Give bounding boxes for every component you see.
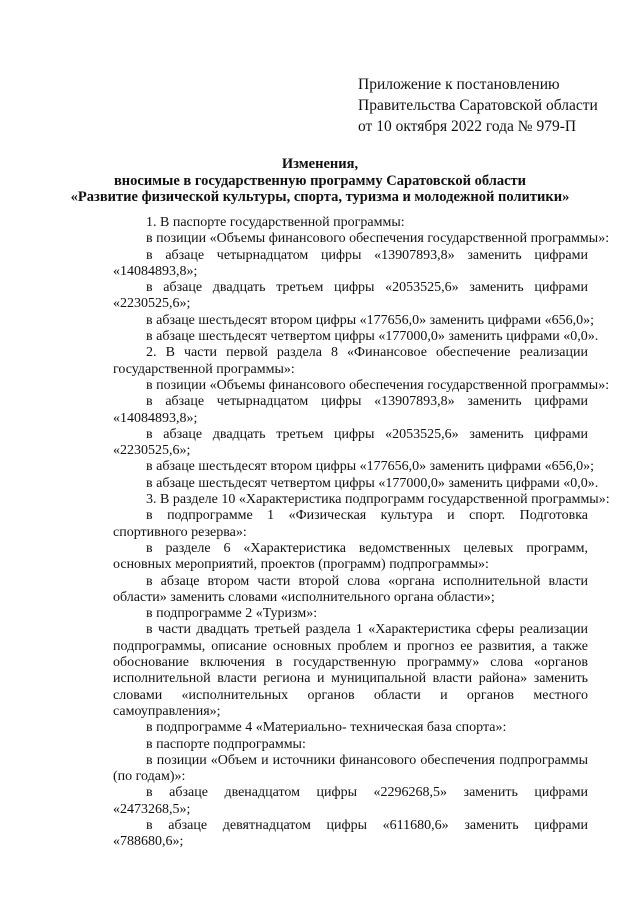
paragraph: в абзаце четырнадцатом цифры «13907893,8» заменить цифрами «14084893,8»; [113, 394, 588, 426]
title-line-3: «Развитие физической культуры, спорта, туризма и молодежной политики» [70, 189, 570, 205]
appendix-line-3: от 10 октября 2022 года № 979-П [358, 118, 577, 135]
paragraph: 3. В разделе 10 «Характеристика подпрограмм государственной программы»: [146, 492, 610, 508]
paragraph: в абзаце шестьдесят втором цифры «177656,0» заменить цифрами «656,0»; [146, 312, 594, 328]
paragraph: в позиции «Объемы финансового обеспечения государственной программы»: [146, 231, 610, 247]
paragraph: в абзаце шестьдесят четвертом цифры «177000,0» заменить цифрами «0,0». [146, 329, 599, 345]
paragraph: в подпрограмме 2 «Туризм»: [146, 606, 318, 622]
paragraph: в позиции «Объемы финансового обеспечения государственной программы»: [146, 377, 610, 393]
paragraph: в абзаце втором части второй слова «органа исполнительной власти области» заменить словами «исполнительного органа области»; [113, 573, 588, 605]
title-line-2: вносимые в государственную программу Саратовской области [113, 172, 527, 189]
paragraph: в абзаце двадцать третьем цифры «2053525,6» заменить цифрами «2230525,6»; [113, 280, 588, 312]
paragraph: в абзаце двадцать третьем цифры «2053525,6» заменить цифрами «2230525,6»; [113, 426, 588, 459]
document-title [0, 156, 640, 206]
paragraph: в паспорте подпрограммы: [146, 736, 306, 752]
appendix-header [358, 74, 618, 137]
title-line-1: Изменения, [281, 156, 359, 172]
appendix-line-1: Приложение к постановлению [358, 76, 560, 93]
paragraph: в разделе 6 «Характеристика ведомственных целевых программ, основных мероприятий, проектов (программ) подпрограммы»: [113, 540, 588, 573]
paragraph: в подпрограмме 1 «Физическая культура и спорт. Подготовка спортивного резерва»: [113, 508, 588, 540]
appendix-line-2: Правительства Саратовской области [358, 97, 598, 114]
paragraph: 2. В части первой раздела 8 «Финансовое обеспечение реализации государственной программы»: [113, 345, 588, 377]
paragraph: в абзаце двенадцатом цифры «2296268,5» заменить цифрами «2473268,5»; [113, 785, 588, 817]
document-body [113, 215, 610, 851]
paragraph: в абзаце шестьдесят четвертом цифры «177000,0» заменить цифрами «0,0». [146, 475, 599, 491]
paragraph: в абзаце девятнадцатом цифры «611680,6» заменить цифрами «788680,6»; [113, 817, 588, 850]
paragraph: в подпрограмме 4 «Материально- техническая база спорта»: [146, 720, 507, 736]
paragraph: 1. В паспорте государственной программы: [146, 215, 405, 230]
paragraph: в части двадцать третьей раздела 1 «Характеристика сферы реализации подпрограммы, описание основных проблем и прогноз ее развития, а также обоснование включения в государственную программу» слова «органов исполнительной власти региона и муниципальной власти района» заменить словами «исполнительных органов области и органов местного самоуправления»; [113, 622, 588, 719]
paragraph: в абзаце шестьдесят втором цифры «177656,0» заменить цифрами «656,0»; [146, 459, 594, 475]
paragraph: в абзаце четырнадцатом цифры «13907893,8» заменить цифрами «14084893,8»; [113, 247, 588, 279]
paragraph: в позиции «Объем и источники финансового обеспечения подпрограммы (по годам)»: [113, 752, 588, 785]
